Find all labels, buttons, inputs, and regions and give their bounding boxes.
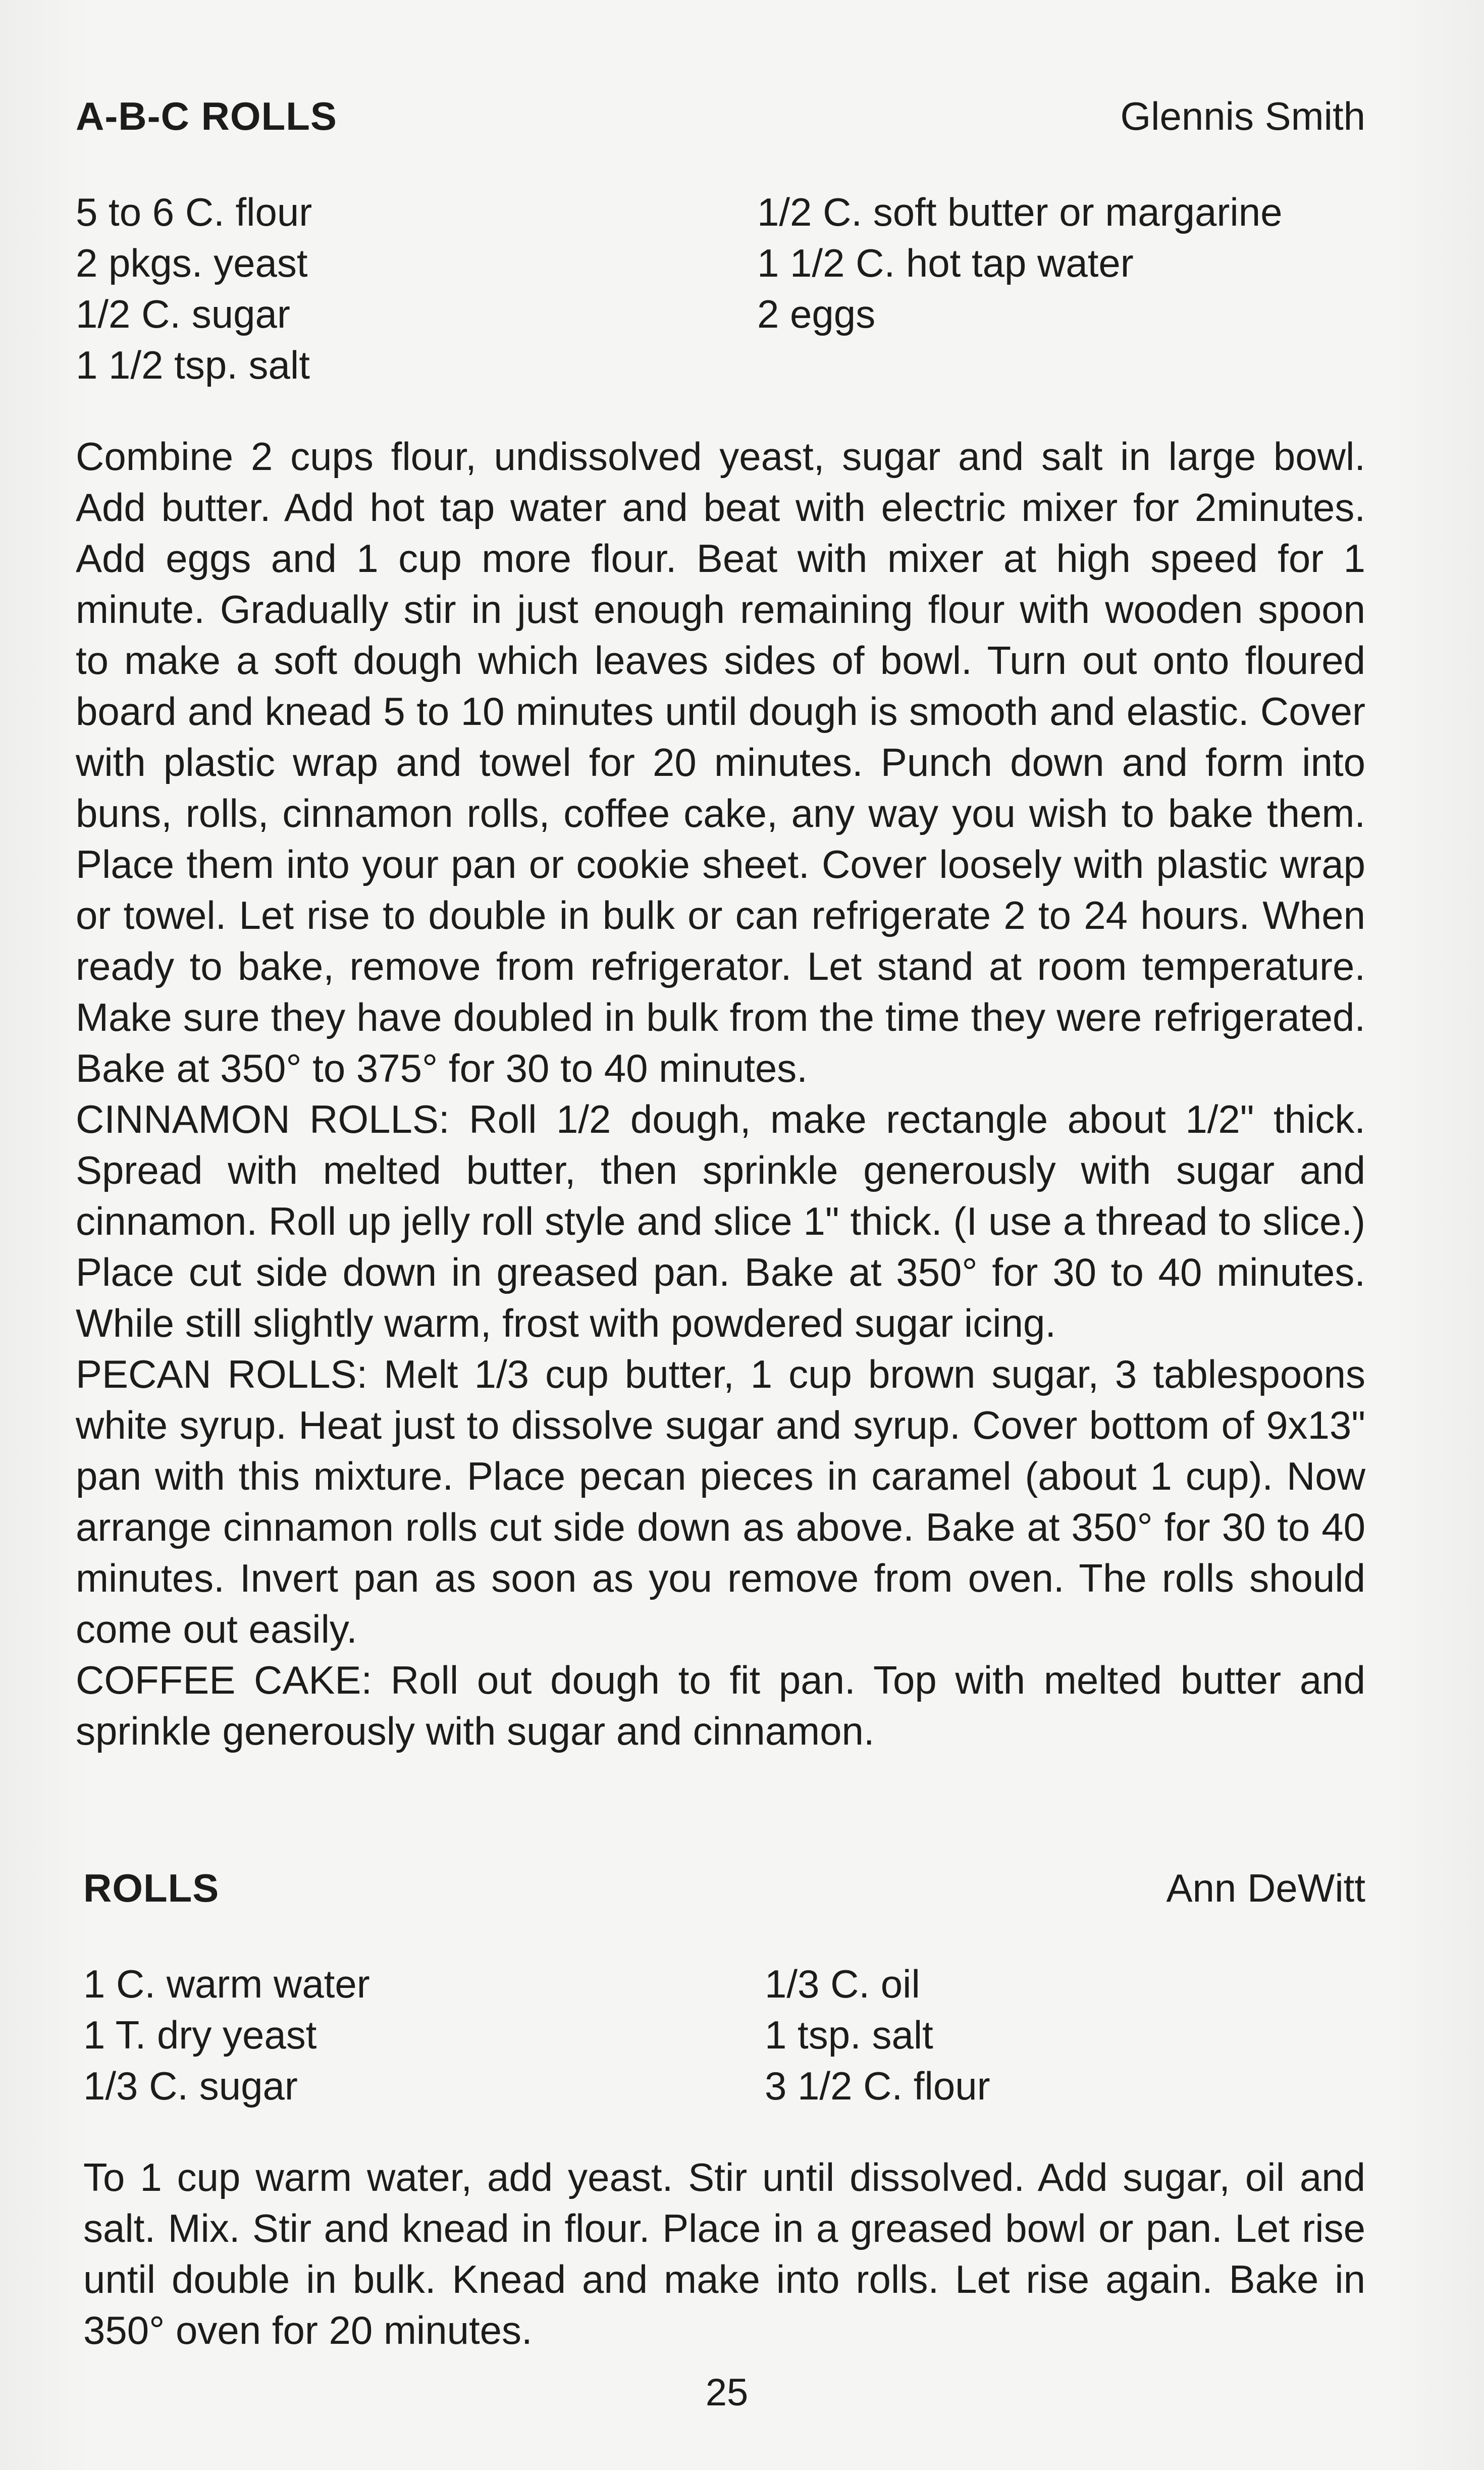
ingredient-column-left (83, 1959, 765, 2112)
ingredient-column-right (765, 1959, 1373, 2112)
ingredient-item: 2 eggs (757, 292, 876, 336)
ingredient-item: 1/3 C. oil (765, 1962, 920, 2006)
ingredient-item: 3 1/2 C. flour (765, 2064, 990, 2108)
method-paragraph: To 1 cup warm water, add yeast. Stir until dissolved. Add sugar, oil and salt. Mix. Stir and knead in flour. Place in a greased bowl or pan. Let rise until double in bulk. Knead and make into rolls. Let rise again. Bake in 350° oven for 20 minutes. (83, 2155, 1365, 2352)
recipe-abc-rolls (76, 91, 1365, 1757)
ingredient-list (83, 1959, 1365, 2112)
ingredient-item: 1 1/2 C. hot tap water (757, 241, 1134, 285)
page-number: 25 (705, 2371, 749, 2414)
method-paragraph: COFFEE CAKE: Roll out dough to fit pan. Top with melted butter and sprinkle generously with sugar and cinnamon. (76, 1658, 1365, 1753)
recipe-title: A-B-C ROLLS (76, 94, 337, 138)
ingredient-item: 1 1/2 tsp. salt (76, 343, 310, 387)
ingredient-item: 5 to 6 C. flour (76, 190, 312, 234)
ingredient-item: 1/3 C. sugar (83, 2064, 298, 2108)
ingredient-column-left (76, 187, 757, 391)
ingredient-item: 2 pkgs. yeast (76, 241, 308, 285)
recipe-rolls (83, 1863, 1365, 2356)
recipe-title: ROLLS (83, 1866, 220, 1910)
recipe-author: Glennis Smith (1120, 94, 1365, 138)
method-paragraph: CINNAMON ROLLS: Roll 1/2 dough, make rectangle about 1/2" thick. Spread with melted butter, then sprinkle generously with sugar and cinnamon. Roll up jelly roll style and slice 1" thick. (I use a thread to slice.) Place cut side down in greased pan. Bake at 350° for 30 to 40 minutes. While still slightly warm, frost with powdered sugar icing. (76, 1097, 1365, 1345)
recipe-header (83, 1863, 1365, 1913)
recipe-method (76, 431, 1365, 1757)
ingredient-item: 1 T. dry yeast (83, 2013, 317, 2057)
ingredient-item: 1 C. warm water (83, 1962, 370, 2006)
ingredient-item: 1/2 C. sugar (76, 292, 290, 336)
ingredient-item: 1 tsp. salt (765, 2013, 933, 2057)
ingredient-column-right (757, 187, 1365, 391)
method-paragraph: PECAN ROLLS: Melt 1/3 cup butter, 1 cup brown sugar, 3 tablespoons white syrup. Heat just to dissolve sugar and syrup. Cover bottom of 9x13" pan with this mixture. Place pecan pieces in caramel (about 1 cup). Now arrange cinnamon rolls cut side down as above. Bake at 350° for 30 to 40 minutes. Invert pan as soon as you remove from oven. The rolls should come out easily. (76, 1352, 1365, 1651)
recipe-method (83, 2152, 1365, 2356)
method-paragraph: Combine 2 cups flour, undissolved yeast, sugar and salt in large bowl. Add butter. Add hot tap water and beat with electric mixer for 2minutes. Add eggs and 1 cup more flour. Beat with mixer at high speed for 1 minute. Gradually stir in just enough remaining flour with wooden spoon to make a soft dough which leaves sides of bowl. Turn out onto floured board and knead 5 to 10 minutes until dough is smooth and elastic. Cover with plastic wrap and towel for 20 minutes. Punch down and form into buns, rolls, cinnamon rolls, coffee cake, any way you wish to bake them. Place them into your pan or cookie sheet. Cover loosely with plastic wrap or towel. Let rise to double in bulk or can refrigerate 2 to 24 hours. When ready to bake, remove from refrigerator. Let stand at room temperature. Make sure they have doubled in bulk from the time they were refrigerated. Bake at 350° to 375° for 30 to 40 minutes. (76, 434, 1365, 1090)
ingredient-item: 1/2 C. soft butter or margarine (757, 190, 1283, 234)
ingredient-list (76, 187, 1365, 391)
recipe-header (76, 91, 1365, 141)
recipe-author: Ann DeWitt (1166, 1866, 1365, 1910)
